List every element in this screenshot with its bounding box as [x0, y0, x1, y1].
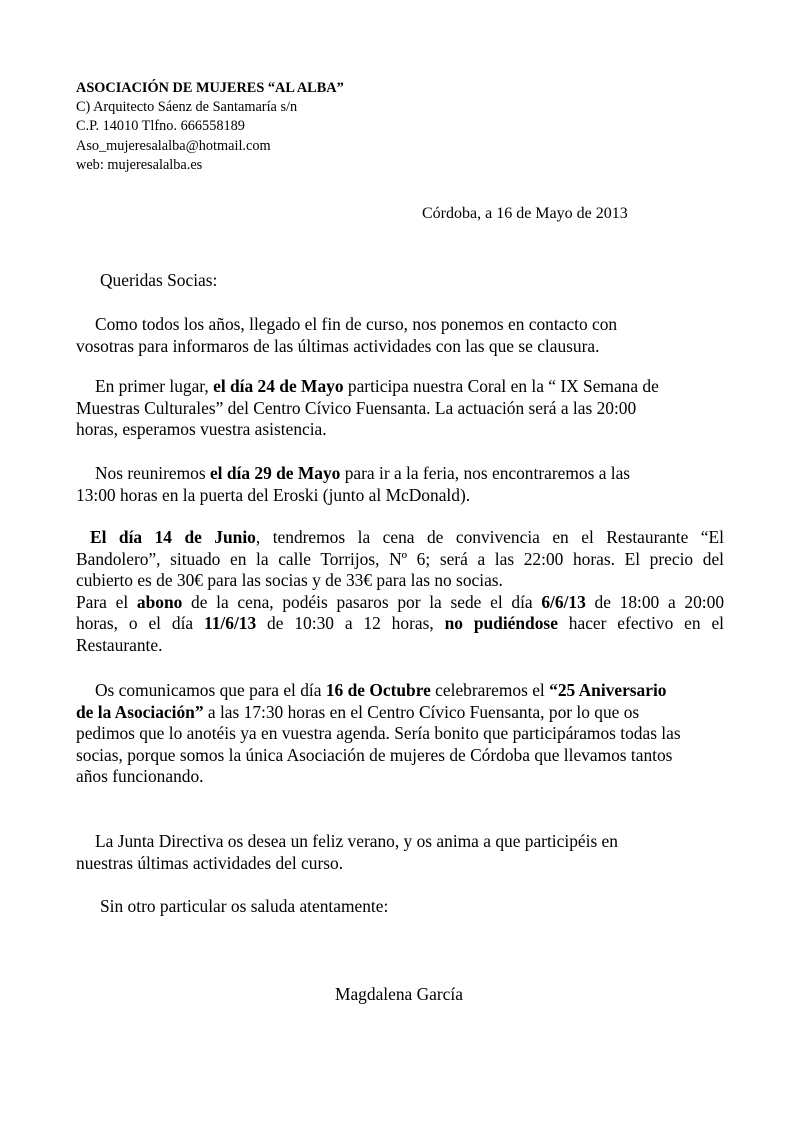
paragraph-line: Para el abono de la cena, podéis pasaros por la sede el día 6/6/13 de 18:00 a 20:00 [76, 591, 725, 612]
organization-name: ASOCIACIÓN DE MUJERES “AL ALBA” [76, 80, 344, 96]
date-highlight: El día 14 de Junio [90, 527, 256, 547]
letterhead [76, 79, 344, 175]
paragraph-feria [76, 463, 724, 506]
address: C) Arquitecto Sáenz de Santamaría s/n [76, 99, 298, 116]
postal-phone: C.P. 14010 Tlfno. 666558189 [76, 118, 245, 135]
paragraph-line: Os comunicamos que para el día 16 de Octubre celebraremos el “25 Aniversario [95, 680, 667, 700]
closing: Sin otro particular os saluda atentamente: [100, 896, 389, 916]
date-highlight: el día 24 de Mayo [213, 376, 344, 396]
paragraph-line: socias, porque somos la única Asociación de mujeres de Córdoba que llevamos tantos [76, 744, 673, 765]
paragraph-line: Nos reuniremos el día 29 de Mayo para ir a la feria, nos encontraremos a las [95, 463, 631, 483]
paragraph-line: El día 14 de Junio, tendremos la cena de convivencia en el Restaurante “El [90, 527, 724, 547]
greeting: Queridas Socias: [100, 270, 218, 290]
signature: Magdalena García [335, 984, 463, 1004]
paragraph-line: horas, o el día 11/6/13 de 10:30 a 12 horas, no pudiéndose hacer efectivo en el [76, 613, 725, 633]
paragraph-line: En primer lugar, el día 24 de Mayo participa nuestra Coral en la “ IX Semana de [95, 376, 659, 396]
paragraph-line: de la Asociación” a las 17:30 horas en el Centro Cívico Fuensanta, por lo que os [76, 701, 640, 722]
paragraph-line: horas, esperamos vuestra asistencia. [76, 419, 327, 439]
paragraph-intro [76, 314, 724, 357]
paragraph-line: 13:00 horas en la puerta del Eroski (junto al McDonald). [76, 484, 471, 505]
paragraph-line: Muestras Culturales” del Centro Cívico Fuensanta. La actuación será a las 20:00 [76, 397, 637, 418]
paragraph-line: años funcionando. [76, 766, 204, 786]
paragraph-coral [76, 376, 724, 441]
paragraph-anniversary [76, 680, 724, 788]
paragraph-line: nuestras últimas actividades del curso. [76, 852, 344, 873]
paragraph-line: cubierto es de 30€ para las socias y de 33€ para las no socias. [76, 570, 503, 590]
date-highlight: el día 29 de Mayo [209, 463, 341, 483]
paragraph-dinner [76, 527, 724, 656]
paragraph-line: La Junta Directiva os desea un feliz verano, y os anima a que participéis en [95, 831, 618, 851]
paragraph-line: Restaurante. [76, 634, 163, 655]
paragraph-line: pedimos que lo anotéis ya en vuestra agenda. Sería bonito que participáramos todas las [76, 723, 681, 743]
paragraph-line: Como todos los años, llegado el fin de curso, nos ponemos en contacto con [95, 314, 618, 334]
email: Aso_mujeresalalba@hotmail.com [76, 137, 271, 154]
paragraph-line: vosotras para informaros de las últimas actividades con las que se clausura. [76, 335, 600, 356]
paragraph-line: Bandolero”, situado en la calle Torrijos, Nº 6; será a las 22:00 horas. El precio del [76, 548, 724, 569]
paragraph-farewell [76, 831, 724, 874]
website: web: mujeresalalba.es [76, 156, 203, 173]
date-line: Córdoba, a 16 de Mayo de 2013 [422, 205, 628, 222]
